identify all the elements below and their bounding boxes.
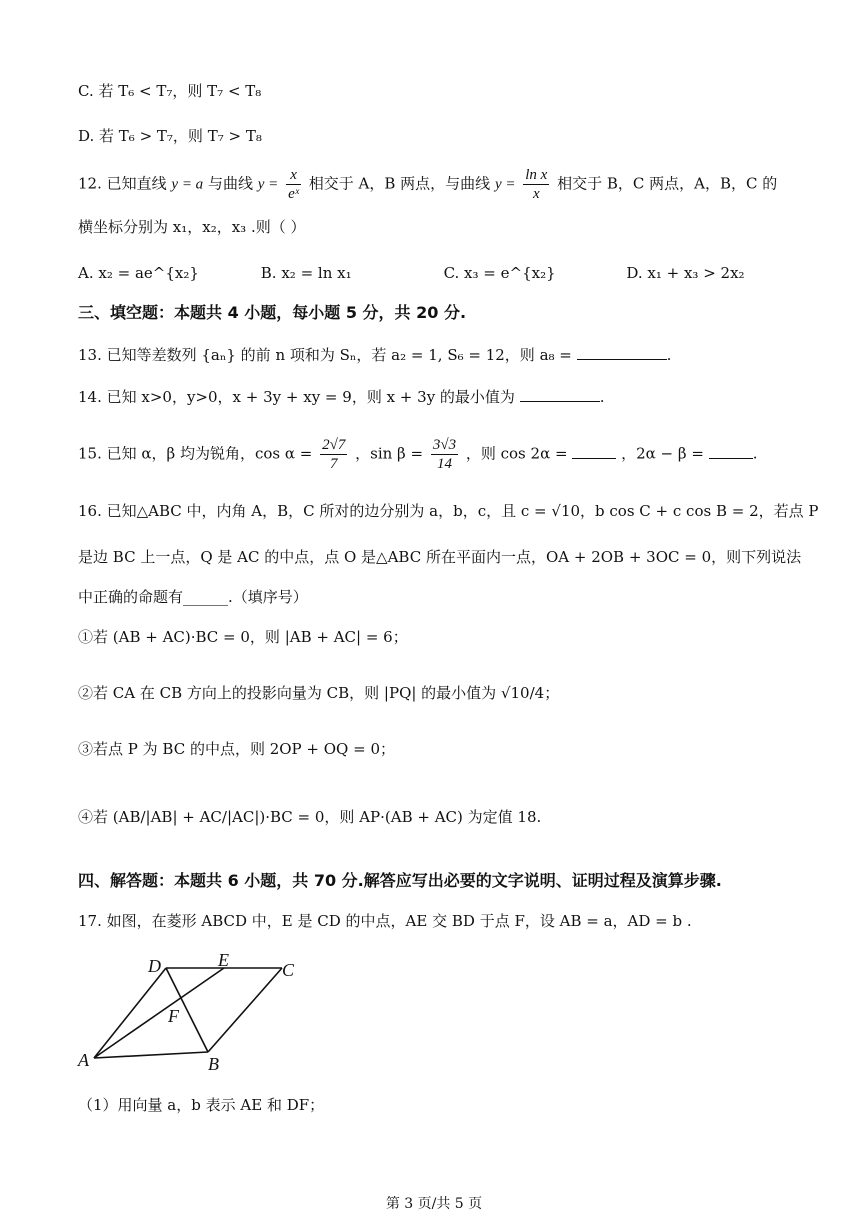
section-4-title: 四、解答题：本题共 6 小题，共 70 分.解答应写出必要的文字说明、证明过程及演算步骤. bbox=[78, 871, 722, 890]
side-da bbox=[94, 968, 166, 1058]
label-b: B bbox=[208, 1054, 219, 1074]
rhombus-diagram bbox=[76, 948, 316, 1076]
q12-stem-line1 bbox=[78, 166, 777, 203]
q16-statement-1-text: ①若 (AB + AC)·BC = 0，则 |AB + AC| = 6； bbox=[78, 628, 408, 646]
q12-curve2: y = bbox=[494, 176, 516, 193]
q12-text-b: 与曲线 bbox=[207, 174, 253, 193]
q15-text-a: 15. 已知 α，β 均为锐角，cos α = bbox=[78, 444, 313, 463]
q13-text: 13. 已知等差数列 {aₙ} 的前 n 项和为 Sₙ，若 a₂ = 1, S₆ = 12，则 a₈ = bbox=[78, 346, 572, 364]
q14-answer-blank[interactable] bbox=[520, 401, 600, 402]
q12-curve1: y = bbox=[257, 176, 279, 193]
q16-text-b: 是边 BC 上一点，Q 是 AC 的中点，点 O 是△ABC 所在平面内一点，OA + 2OB + 3OC = 0，则下列说法 bbox=[78, 548, 802, 566]
q12-text-c: 相交于 A，B 两点，与曲线 bbox=[308, 174, 491, 193]
q11-option-c-text: C. 若 T₆ < T₇，则 T₇ < T₈ bbox=[78, 82, 262, 100]
q12-text-a: 12. 已知直线 bbox=[78, 174, 167, 193]
q15-text-b: ，sin β = bbox=[355, 444, 424, 463]
q12-option-d: D. x₁ + x₃ > 2x₂ bbox=[626, 264, 745, 282]
q15-answer-blank-2[interactable] bbox=[709, 458, 753, 459]
q14: 14. 已知 x>0，y>0，x + 3y + xy = 9，则 x + 3y 的最小值为 . bbox=[78, 388, 605, 406]
q16-text-c: 中正确的命题有______.（填序号） bbox=[78, 588, 308, 606]
q17-part-1 bbox=[78, 1094, 324, 1116]
q12-text-e: 横坐标分别为 x₁，x₂，x₃ .则（ ） bbox=[78, 218, 306, 236]
q11-option-d bbox=[78, 125, 262, 147]
q16-statement-2 bbox=[78, 682, 559, 704]
section-3-title: 三、填空题：本题共 4 小题，每小题 5 分，共 20 分. bbox=[78, 303, 467, 322]
q16-text-a: 16. 已知△ABC 中，内角 A，B，C 所对的边分别为 a，b，c，且 c = √10，b cos C + c cos B = 2，若点 P bbox=[78, 502, 819, 520]
q16-statement-4 bbox=[78, 806, 541, 828]
q16-statement-3 bbox=[78, 738, 395, 760]
q16-statement-4-text: ④若 (AB/|AB| + AC/|AC|)·BC = 0，则 AP·(AB + AC) 为定值 18. bbox=[78, 808, 542, 826]
q16-stem-line3 bbox=[78, 586, 308, 608]
q16-statement-2-text: ②若 CA 在 CB 方向上的投影向量为 CB，则 |PQ| 的最小值为 √10/4； bbox=[78, 684, 560, 702]
q12-options bbox=[78, 262, 804, 284]
q16-stem-line1 bbox=[78, 500, 819, 522]
q12-stem-line2 bbox=[78, 216, 306, 238]
q16-statement-3-text: ③若点 P 为 BC 的中点，则 2OP + OQ = 0； bbox=[78, 740, 395, 758]
q12-line-eq: y = a bbox=[171, 176, 204, 193]
q13: 13. 已知等差数列 {aₙ} 的前 n 项和为 Sₙ，若 a₂ = 1, S₆ = 12，则 a₈ = . bbox=[78, 346, 672, 364]
q15-cos-den: 7 bbox=[329, 456, 338, 472]
q15: 15. 已知 α，β 均为锐角，cos α = $\frac{2√7}{7}$ ，sin β = $\frac{3√3}{14}$ ，则 cos 2α = ，2α − β = . bbox=[78, 437, 758, 472]
q12-curve2-den: x bbox=[532, 186, 540, 202]
q17 bbox=[78, 910, 692, 932]
label-c: C bbox=[282, 960, 295, 980]
q16-stem-line2 bbox=[78, 546, 801, 568]
q13-answer-blank[interactable] bbox=[577, 359, 667, 360]
q15-text-c: ，则 cos 2α = bbox=[465, 444, 568, 463]
label-a: A bbox=[78, 1050, 89, 1070]
q12-text-d: 相交于 B，C 两点，A，B，C 的 bbox=[557, 174, 778, 193]
q15-cos-num: 2√7 bbox=[322, 437, 346, 453]
q11-option-c bbox=[78, 80, 261, 102]
q12-curve1-fraction bbox=[286, 166, 301, 203]
q17-text: 17. 如图，在菱形 ABCD 中，E 是 CD 的中点，AE 交 BD 于点 F，设 AB = a，AD = b . bbox=[78, 912, 692, 930]
q12-curve1-den: eˣ bbox=[288, 186, 299, 202]
q12-option-b: B. x₂ = ln x₁ bbox=[260, 264, 352, 282]
q17-part-1-text: （1）用向量 a，b 表示 AE 和 DF； bbox=[78, 1096, 325, 1114]
q15-text-d: ，2α − β = bbox=[621, 444, 704, 463]
section-3-heading bbox=[78, 302, 466, 324]
side-ab bbox=[94, 1052, 208, 1058]
label-f: F bbox=[168, 1006, 179, 1026]
section-4-heading bbox=[78, 870, 722, 892]
q12-curve2-fraction bbox=[523, 166, 549, 203]
page-number: 第 3 页/共 5 页 bbox=[385, 1196, 483, 1212]
q14-text: 14. 已知 x>0，y>0，x + 3y + xy = 9，则 x + 3y 的最小值为 bbox=[78, 388, 515, 406]
q15-sin-num: 3√3 bbox=[432, 437, 457, 453]
q15-sin-fraction bbox=[431, 436, 458, 473]
q12-curve1-num: x bbox=[286, 166, 301, 185]
q12-option-c: C. x₃ = e^{x₂} bbox=[443, 264, 556, 282]
q15-sin-den: 14 bbox=[436, 456, 452, 472]
q16-statement-1 bbox=[78, 626, 408, 648]
label-d: D bbox=[148, 956, 161, 976]
q15-cos-fraction bbox=[320, 436, 347, 473]
q11-option-d-text: D. 若 T₆ > T₇，则 T₇ > T₈ bbox=[78, 127, 262, 145]
label-e: E bbox=[218, 950, 229, 970]
q12-option-a: A. x₂ = ae^{x₂} bbox=[78, 264, 199, 282]
page-footer bbox=[0, 1193, 868, 1213]
q12-curve2-num: ln x bbox=[525, 167, 548, 183]
q15-answer-blank-1[interactable] bbox=[572, 458, 616, 459]
side-bc bbox=[208, 968, 282, 1052]
